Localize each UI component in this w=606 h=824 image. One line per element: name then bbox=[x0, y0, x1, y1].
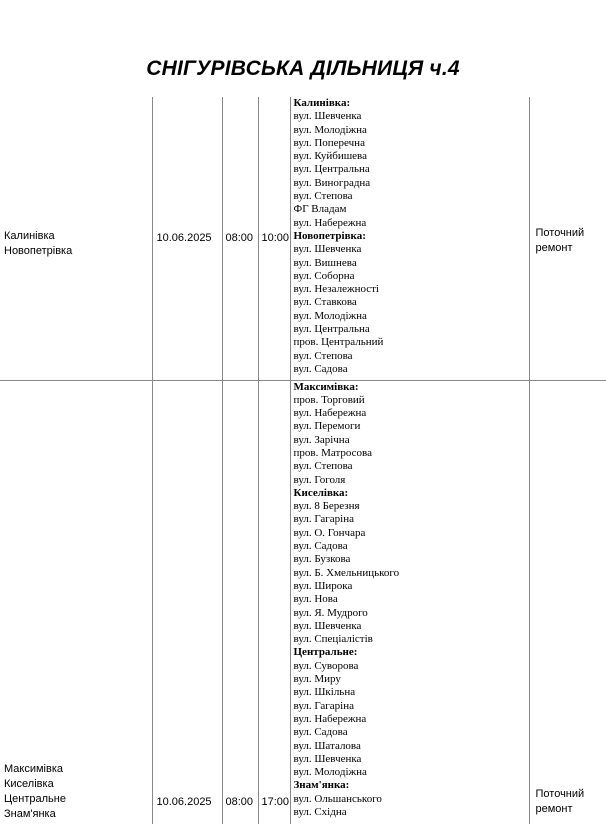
street-name: пров. Центральний bbox=[293, 336, 384, 349]
street-name: пров. Матросова bbox=[293, 446, 372, 459]
street-name: вул. Шевченка bbox=[293, 110, 362, 123]
street-name: вул. Східна bbox=[293, 806, 347, 818]
street-name: ФГ Владам bbox=[293, 203, 347, 216]
end-time-cell: 17:00 bbox=[258, 380, 290, 824]
street-name: вул. Шкільна bbox=[293, 686, 356, 699]
street-name: вул. Перемоги bbox=[293, 420, 361, 433]
street-name: вул. Незалежності bbox=[293, 283, 379, 296]
settlement-name: Центральне bbox=[4, 793, 66, 805]
settlement-name: Калинівка bbox=[4, 230, 55, 243]
street-name: вул. Набережна bbox=[293, 216, 367, 229]
settlement-name: Знам'янка bbox=[4, 808, 56, 820]
street-name: вул. Набережна bbox=[293, 712, 367, 725]
street-name: вул. Шевченка bbox=[293, 752, 362, 765]
street-name: вул. Шевченка bbox=[293, 619, 362, 632]
street-name: вул. Виноградна bbox=[293, 176, 371, 189]
end-time-cell: 10:00 bbox=[258, 97, 290, 380]
street-name: вул. Ольшанського bbox=[293, 792, 382, 805]
page-title: СНІГУРІВСЬКА ДІЛЬНИЦЯ ч.4 bbox=[146, 57, 460, 80]
street-name: вул. Ставкова bbox=[293, 296, 357, 309]
date-cell: 10.06.2025 bbox=[152, 97, 222, 380]
street-name: вул. Степова bbox=[293, 460, 353, 473]
street-name: вул. 8 Березня bbox=[293, 500, 360, 513]
work-type-cell bbox=[529, 380, 606, 824]
street-name: вул. Центральна bbox=[293, 163, 370, 176]
street-name: вул. Садова bbox=[293, 540, 348, 553]
start-time-cell: 08:00 bbox=[222, 380, 258, 824]
settlement-heading: Калинівка: bbox=[293, 97, 351, 109]
street-name: вул. Молодіжна bbox=[293, 123, 367, 136]
street-name: вул. Гагаріна bbox=[293, 699, 355, 712]
settlement-heading: Центральне: bbox=[293, 646, 358, 659]
settlement-name: Новопетрівка bbox=[4, 245, 73, 258]
settlement-heading: Максимівка: bbox=[293, 380, 359, 393]
street-name: вул. Молодіжна bbox=[293, 309, 367, 322]
table-row bbox=[0, 380, 606, 824]
street-name: вул. Вишнева bbox=[293, 256, 357, 269]
settlement-heading: Знам'янка: bbox=[293, 779, 350, 792]
street-name: вул. Б. Хмельницького bbox=[293, 566, 400, 579]
street-name: вул. Гагаріна bbox=[293, 513, 355, 526]
street-name: вул. О. Гончара bbox=[293, 526, 366, 539]
street-name: вул. Поперечна bbox=[293, 136, 365, 149]
street-name: вул. Степова bbox=[293, 349, 353, 362]
work-type-text: Поточний bbox=[535, 788, 585, 800]
streets-cell bbox=[290, 97, 529, 380]
table-row bbox=[0, 97, 606, 380]
settlement-name: Максимівка bbox=[4, 763, 64, 775]
settlements-cell bbox=[0, 380, 152, 824]
work-type-text: Поточний bbox=[535, 227, 585, 240]
date-cell: 10.06.2025 bbox=[152, 380, 222, 824]
work-type-text: ремонт bbox=[535, 803, 573, 815]
street-name: вул. Соборна bbox=[293, 269, 355, 282]
street-name: вул. Гоголя bbox=[293, 473, 346, 486]
street-name: вул. Куйбишева bbox=[293, 150, 367, 163]
street-name: вул. Зарічна bbox=[293, 433, 350, 446]
street-name: вул. Молодіжна bbox=[293, 766, 367, 779]
street-name: вул. Садова bbox=[293, 726, 348, 739]
street-name: вул. Набережна bbox=[293, 407, 367, 420]
street-name: вул. Суворова bbox=[293, 659, 359, 672]
street-name: вул. Центральна bbox=[293, 323, 370, 336]
street-name: пров. Торговий bbox=[293, 393, 365, 406]
street-name: вул. Степова bbox=[293, 190, 353, 203]
streets-cell bbox=[290, 380, 529, 824]
street-name: вул. Садова bbox=[293, 362, 348, 375]
street-name: вул. Нова bbox=[293, 593, 338, 606]
work-type-text: ремонт bbox=[535, 242, 573, 255]
street-name: вул. Шевченка bbox=[293, 243, 362, 256]
street-name: вул. Бузкова bbox=[293, 553, 351, 566]
settlement-heading: Новопетрівка: bbox=[293, 229, 366, 242]
settlements-cell bbox=[0, 97, 152, 380]
street-name: вул. Миру bbox=[293, 673, 341, 686]
settlement-name: Киселівка bbox=[4, 778, 54, 790]
street-name: вул. Спеціалістів bbox=[293, 633, 373, 646]
street-name: вул. Шаталова bbox=[293, 739, 361, 752]
settlement-heading: Киселівка: bbox=[293, 486, 349, 499]
outage-schedule-table bbox=[0, 97, 606, 824]
street-name: вул. Широка bbox=[293, 579, 353, 592]
work-type-cell bbox=[529, 97, 606, 380]
start-time-cell: 08:00 bbox=[222, 97, 258, 380]
street-name: вул. Я. Мудрого bbox=[293, 606, 368, 619]
